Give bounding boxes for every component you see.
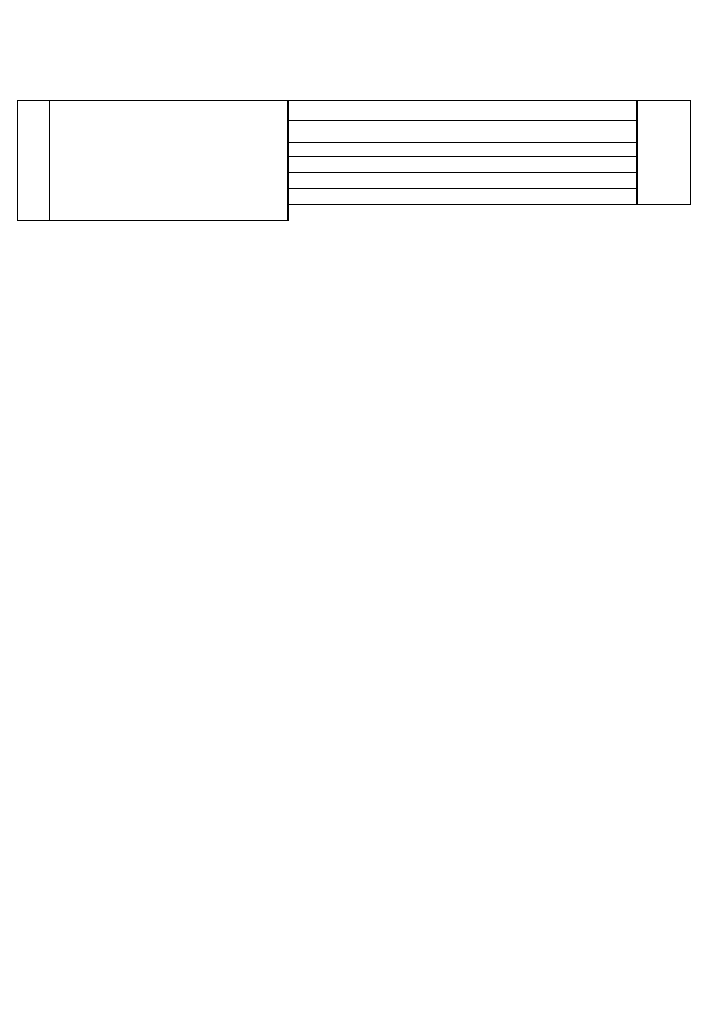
weeks-header xyxy=(288,121,637,143)
subjects-header xyxy=(50,101,288,221)
total-hours-header xyxy=(637,101,691,205)
document-header xyxy=(86,36,96,52)
lp-header xyxy=(18,101,50,221)
semester-header xyxy=(288,101,637,121)
hours-weekly-header-2 xyxy=(288,189,637,205)
curriculum-table-body xyxy=(18,101,691,221)
hours-weekly-header xyxy=(288,157,637,173)
curriculum-table xyxy=(17,100,691,221)
profession-line xyxy=(86,36,96,52)
